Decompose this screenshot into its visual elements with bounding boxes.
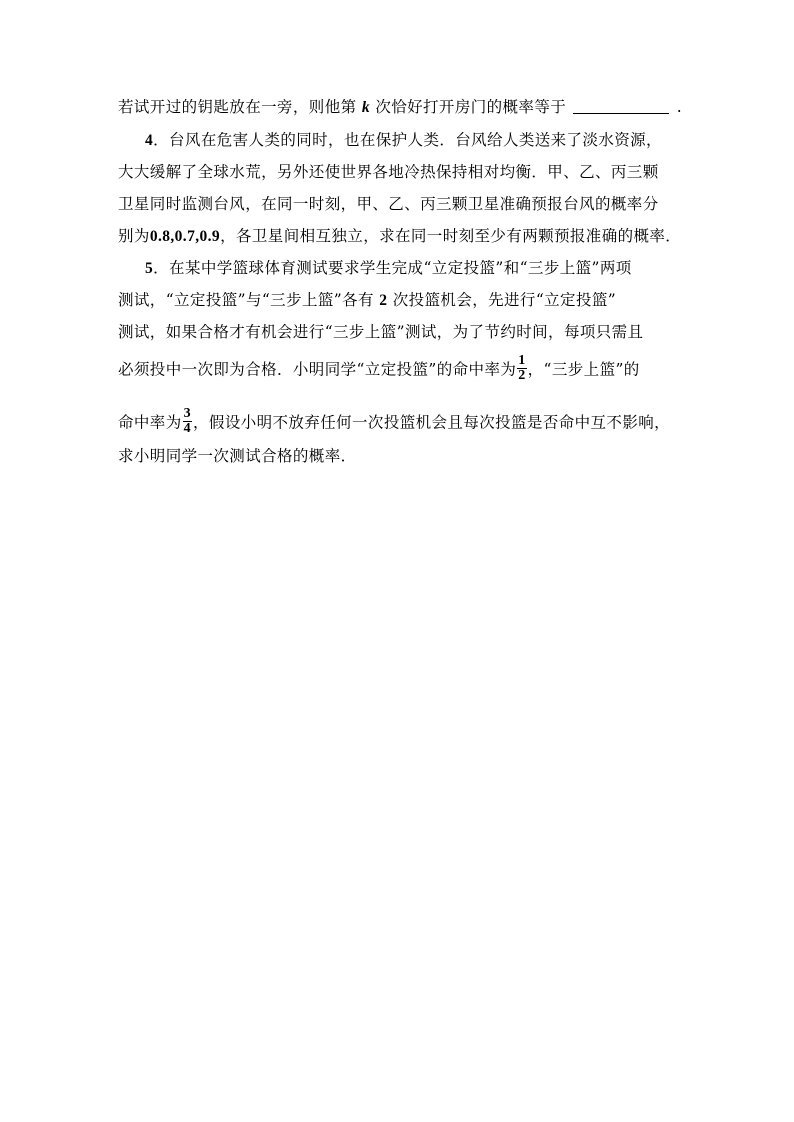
q5-line-4: [118, 353, 640, 385]
q4-line-4: [118, 226, 681, 247]
q3-text-after-k: 次恰好打开房门的概率等于: [375, 98, 567, 116]
q4-line-4-suffix: ，各卫星间相互独立，求在同一时刻至少有两颗预报准确的概率．: [220, 227, 682, 245]
q5-line-1: [145, 258, 632, 279]
q5-number: 5: [145, 260, 154, 277]
q3-variable-k: k: [361, 99, 370, 116]
q4-line-2: [118, 162, 659, 182]
q5-line-5: [118, 406, 671, 438]
q5-line-3-text: 测试，如果合格才有机会进行“三步上篮”测试，为了节约时间，每项只需且: [118, 323, 644, 341]
q4-probability-values: 0.8,0.7,0.9: [149, 228, 221, 245]
q5-line-1-text: ．在某中学篮球体育测试要求学生完成“立定投篮”和“三步上篮”两项: [153, 259, 632, 277]
q4-line-1: [145, 130, 662, 151]
q4-line-3: [118, 194, 659, 214]
q5-line-6: [118, 446, 357, 466]
q5-line-2-text-b: 次投篮机会，先进行“立定投篮”: [392, 291, 617, 309]
q5-line-6-text: 求小明同学一次测试合格的概率．: [118, 447, 357, 465]
q4-line-4-prefix: 别为: [118, 227, 150, 245]
q4-number: 4: [145, 132, 154, 149]
fraction-three-quarters: [183, 407, 192, 436]
q5-attempt-count: 2: [379, 292, 388, 309]
fraction-denominator: 4: [183, 421, 192, 436]
q5-line-4-text-a: 必须投中一次即为合格．小明同学“立定投篮”的命中率为: [118, 360, 517, 379]
q4-line-1-text: ．台风在危害人类的同时，也在保护人类．台风给人类送来了淡水资源，: [153, 131, 662, 149]
q5-line-3: [118, 322, 643, 342]
q5-line-2: [118, 290, 616, 311]
q5-line-5-text-b: ，假设小明不放弃任何一次投篮机会且每次投篮是否命中互不影响，: [193, 413, 671, 432]
q5-line-4-text-b: ，“三步上篮”的: [527, 360, 640, 379]
q4-line-2-text: 大大缓解了全球水荒，另外还使世界各地冷热保持相对均衡．甲、乙、丙三颗: [118, 163, 659, 181]
q3-end-period: .: [676, 98, 683, 116]
q5-line-5-text-a: 命中率为: [118, 413, 182, 432]
fraction-numerator: 3: [183, 406, 192, 421]
fraction-numerator: 1: [518, 353, 526, 368]
q3-text-before-k: 若试开过的钥匙放在一旁，则他第: [118, 98, 357, 116]
q3-tail-line: [118, 97, 682, 118]
q5-line-2-text-a: 测试，“立定投篮”与“三步上篮”各有: [118, 291, 374, 309]
answer-blank[interactable]: [573, 97, 669, 114]
fraction-one-half: [517, 354, 526, 383]
fraction-denominator: 2: [518, 368, 526, 383]
q4-line-3-text: 卫星同时监测台风，在同一时刻，甲、乙、丙三颗卫星准确预报台风的概率分: [118, 195, 659, 213]
